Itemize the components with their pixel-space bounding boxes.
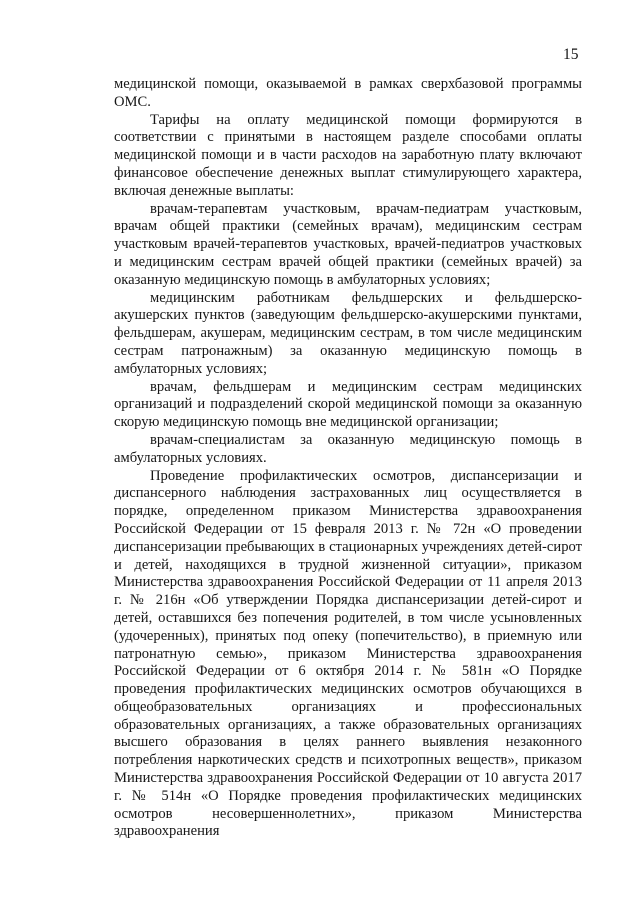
paragraph-emergency-care: врачам, фельдшерам и медицинским сестрам медицинских организаций и подразделений скорой медицинской помощи за оказанную скорую медицинскую помощь вне медицинской организации; <box>114 378 582 431</box>
document-body <box>114 76 582 841</box>
page-number: 15 <box>563 46 579 63</box>
paragraph-continuation: медицинской помощи, оказываемой в рамках сверхбазовой программы ОМС. <box>114 76 582 110</box>
paragraph-tariffs: Тарифы на оплату медицинской помощи формируются в соответствии с принятыми в настоящем разделе способами оплаты медицинской помощи и в части расходов на заработную плату включают финансовое обеспечение денежных выплат стимулирующего характера, включая денежные выплаты: <box>114 111 582 199</box>
paragraph-district-doctors: врачам-терапевтам участковым, врачам-педиатрам участковым, врачам общей практики (семейных врачам), медицинским сестрам участковым врачей-терапевтов участковых, врачей-педиатров участковых и медицинским сестрам врачей общей практики (семейных врачей) за оказанную медицинскую помощь в амбулаторных условиях; <box>114 200 582 288</box>
paragraph-preventive-examinations: Проведение профилактических осмотров, диспансеризации и диспансерного наблюдения застрахованных лиц осуществляется в порядке, определенном приказом Министерства здравоохранения Российской Федерации от 15 февраля 2013 г. № 72н «О проведении диспансеризации пребывающих в стационарных учреждениях детей-сирот и детей, находящихся в трудной жизненной ситуации», приказом Министерства здравоохранения Российской Федерации от 11 апреля 2013 г. № 216н «Об утверждении Порядка диспансеризации детей-сирот и детей, оставшихся без попечения родителей, в том числе усыновленных (удочеренных), принятых под опеку (попечительство), в приемную или патронатную семью», приказом Министерства здравоохранения Российской Федерации от 6 октября 2014 г. № 581н «О Порядке проведения профилактических медицинских осмотров обучающихся в общеобразовательных организациях и профессиональных образовательных организациях, а также образовательных организациях высшего образования в целях раннего выявления незаконного потребления наркотических средств и психотропных веществ», приказом Министерства здравоохранения Российской Федерации от 10 августа 2017 г. № 514н «О Порядке проведения профилактических медицинских осмотров несовершеннолетних», приказом Министерства здравоохранения <box>114 467 582 840</box>
paragraph-feldsher-stations: медицинским работникам фельдшерских и фельдшерско-акушерских пунктов (заведующим фельдшерско-акушерскими пунктами, фельдшерам, акушерам, медицинским сестрам, в том числе медицинским сестрам патронажным) за оказанную медицинскую помощь в амбулаторных условиях; <box>114 289 582 377</box>
paragraph-specialists: врачам-специалистам за оказанную медицинскую помощь в амбулаторных условиях. <box>114 431 582 466</box>
